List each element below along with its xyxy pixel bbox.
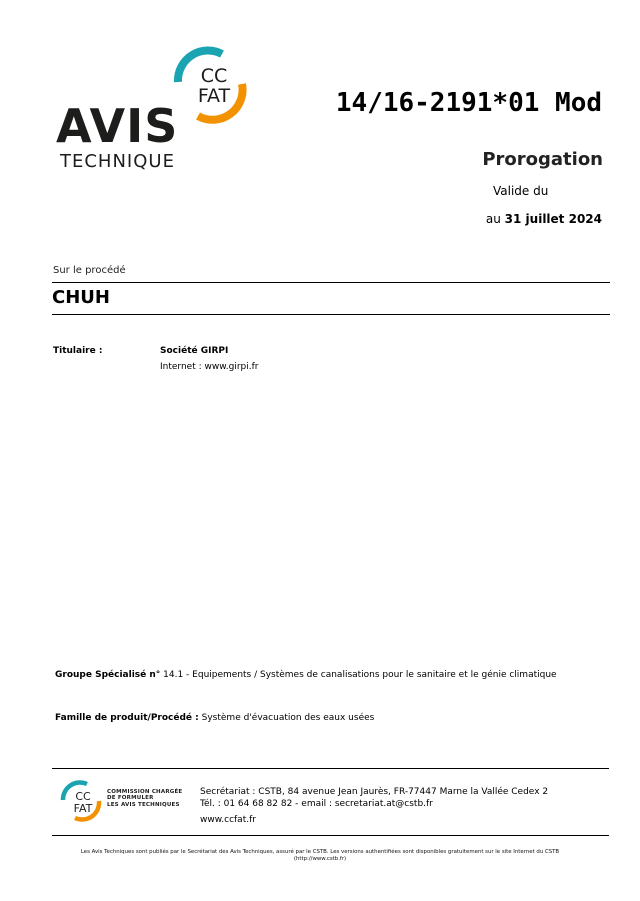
footer-ccfat-badge <box>59 780 103 822</box>
footer-badge-cc: CC <box>75 790 91 803</box>
logo-brand-avis: AVIS <box>56 99 179 153</box>
ccfat-logo-badge <box>172 46 248 124</box>
footer-address <box>200 787 548 810</box>
address-line: Secrétariat : CSTB, 84 avenue Jean Jaurès, FR-77447 Marne la Vallée Cedex 2 <box>200 787 549 797</box>
divider <box>52 768 609 769</box>
commission-line: DE FORMULER <box>107 795 154 802</box>
famille-label: Famille de produit/Procédé : <box>55 713 199 723</box>
validity-until <box>486 212 602 226</box>
procede-label: Sur le procédé <box>53 265 126 276</box>
groupe-label: Groupe Spécialisé n° <box>55 670 161 680</box>
validity-from: Valide du <box>493 184 549 198</box>
validity-until-prefix: au <box>485 212 501 226</box>
famille-value: Système d'évacuation des eaux usées <box>198 713 375 723</box>
commission-line: COMMISSION CHARGÉE <box>107 789 183 795</box>
famille-produit <box>55 713 374 723</box>
divider <box>52 314 610 315</box>
contact-line[interactable]: Tél. : 01 64 68 82 82 - email : secretariat.at@cstb.fr <box>200 798 433 809</box>
commission-line: LES AVIS TECHNIQUES <box>107 801 180 808</box>
validity-until-date: 31 juillet 2024 <box>504 212 602 226</box>
groupe-value: 14.1 - Equipements / Systèmes de canalisations pour le sanitaire et le génie climatique <box>160 670 557 680</box>
document-number: 14/16-2191*01 Mod <box>335 88 602 118</box>
logo-badge-fat: FAT <box>197 85 231 107</box>
procede-name: CHUH <box>52 287 110 308</box>
footer-website-link[interactable]: www.ccfat.fr <box>200 815 256 825</box>
titulaire-company: Société GIRPI <box>160 346 229 356</box>
logo-brand-technique: TECHNIQUE <box>60 151 175 172</box>
document-status: Prorogation <box>482 149 603 170</box>
disclaimer-text: Les Avis Techniques sont publiés par le Secrétariat des Avis Techniques, assuré par le CSTB. Les versions authentifiées sont disponibles gratuitement sur le site Internet du CSTB <box>80 849 560 855</box>
divider <box>52 282 610 283</box>
divider <box>52 835 609 836</box>
footer-disclaimer <box>40 849 600 863</box>
logo-badge-cc: CC <box>200 65 228 87</box>
groupe-specialise <box>55 670 557 680</box>
titulaire-internet: Internet : www.girpi.fr <box>160 362 259 372</box>
titulaire-label: Titulaire : <box>53 346 103 356</box>
disclaimer-link[interactable]: (http://www.cstb.fr) <box>293 856 347 863</box>
footer-commission <box>107 789 182 808</box>
footer-badge-fat: FAT <box>73 802 93 815</box>
